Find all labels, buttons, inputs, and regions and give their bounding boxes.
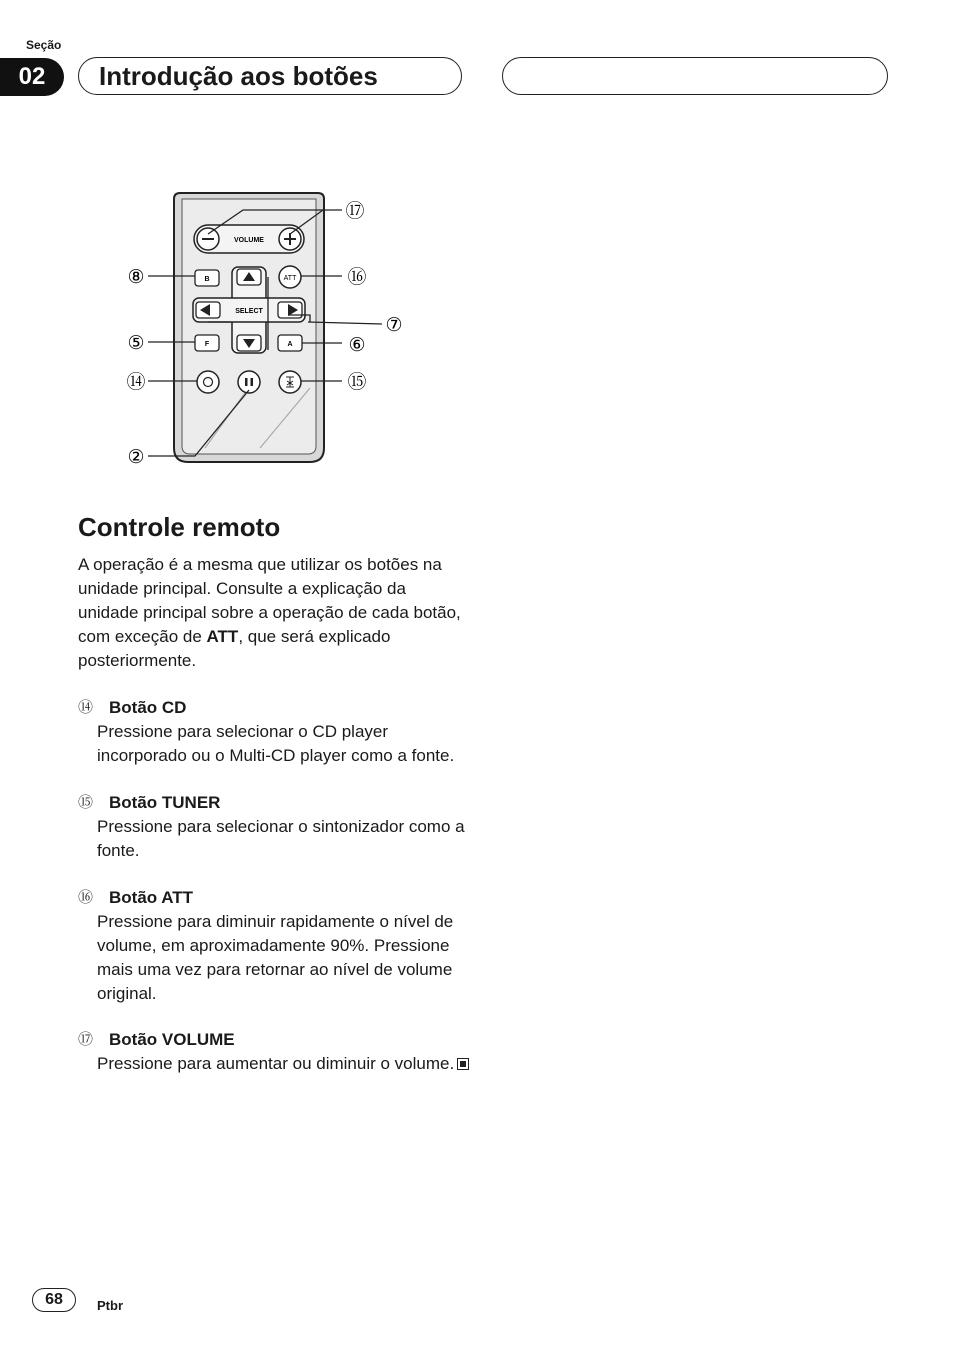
intro-text-bold: ATT — [206, 627, 239, 646]
callout-6: ⑥ — [348, 335, 366, 356]
item-title: Botão ATT — [109, 888, 194, 907]
language-label: Ptbr — [97, 1298, 123, 1313]
att-button-label: ATT — [283, 275, 297, 282]
item-cd-button — [78, 696, 470, 768]
item-att-button — [78, 886, 470, 1006]
volume-label: VOLUME — [234, 237, 264, 244]
callout-16: ⑯ — [347, 267, 367, 288]
item-title: Botão VOLUME — [109, 1030, 235, 1049]
page-title-text: Introdução aos botões — [99, 60, 378, 91]
f-button-label: F — [204, 341, 210, 348]
select-label: SELECT — [235, 308, 263, 315]
callout-5: ⑤ — [127, 333, 145, 354]
intro-text-before: A operação é a mesma que utilizar os botões na unidade principal. Consulte a explicação da unidade principal sobre a operação de cada botão, com exceção de — [78, 555, 461, 646]
item-number: ⑮ — [78, 794, 94, 811]
item-volume-button — [78, 1028, 470, 1076]
callout-2: ② — [127, 447, 145, 468]
a-button-label: A — [287, 341, 293, 348]
b-button-label: B — [204, 276, 210, 283]
pause-button — [238, 371, 260, 393]
item-text: Pressione para selecionar o sintonizador como a fonte. — [97, 817, 465, 860]
header-right-box — [502, 57, 888, 95]
intro-text-after: , que será explicado posteriormente. — [78, 627, 391, 670]
callout-14: ⑭ — [126, 372, 146, 393]
item-number: ⑯ — [78, 889, 94, 906]
callout-7: ⑦ — [385, 315, 403, 336]
item-number: ⑰ — [78, 1031, 94, 1048]
section-heading: Controle remoto — [78, 512, 281, 542]
item-text: Pressione para aumentar ou diminuir o volume. — [97, 1054, 455, 1073]
item-text-wrapper — [78, 1052, 470, 1076]
callout-8: ⑧ — [127, 267, 145, 288]
remote-control-figure — [110, 190, 403, 475]
callout-15: ⑮ — [347, 372, 367, 393]
callout-17: ⑰ — [345, 201, 365, 222]
item-number: ⑭ — [78, 699, 94, 716]
section-number-badge: 02 — [0, 58, 64, 96]
cd-button — [197, 371, 219, 393]
item-text: Pressione para selecionar o CD player incorporado ou o Multi-CD player como a fonte. — [97, 722, 455, 765]
item-title: Botão TUNER — [109, 793, 221, 812]
item-title: Botão CD — [109, 698, 187, 717]
page-number: 68 — [32, 1288, 76, 1312]
intro-paragraph — [78, 553, 468, 673]
item-tuner-button — [78, 791, 470, 863]
section-label: Seção — [26, 38, 62, 52]
page-title — [78, 57, 462, 95]
item-text: Pressione para diminuir rapidamente o nível de volume, em aproximadamente 90%. Pressione mais uma vez para retornar ao nível de volume original. — [97, 912, 454, 1003]
end-mark-icon — [457, 1058, 469, 1070]
